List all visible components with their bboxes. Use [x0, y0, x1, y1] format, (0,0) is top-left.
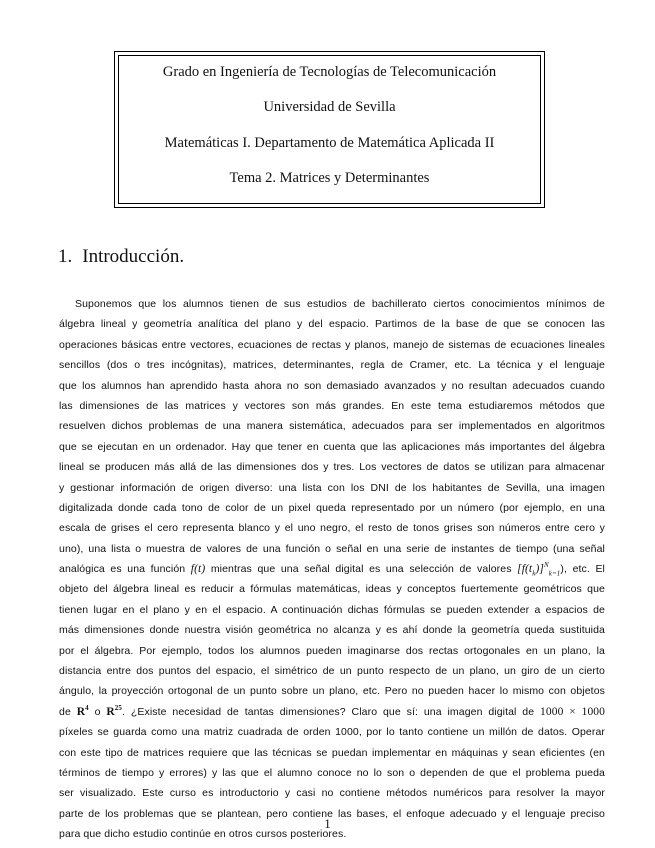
text-fragment: ), etc. El [560, 563, 605, 576]
text-fragment: de [59, 705, 71, 718]
math-sequence [517, 561, 561, 578]
text-line: que los alumnos han aprendido hasta ahora no son demasiado avanzados y no resultan adecuados cuando [59, 379, 605, 392]
text-line: resuelven dichos problemas de una manera sistemática, adecuados para ser implementados en algoritmos [59, 420, 605, 433]
section-number: 1. [58, 246, 73, 267]
math-space-r25 [106, 703, 122, 718]
text-line: objeto del álgebra lineal es reducir a fórmulas matemáticas, ideas y conceptos fuertemente geométricos que [59, 583, 605, 596]
section-heading [58, 246, 184, 268]
math-dimensions: 1000 × 1000 [540, 705, 605, 718]
math-subscript: k=1 [548, 569, 561, 578]
math-function-f [191, 563, 205, 575]
text-line: escala de grises el cero representa blanco y el uno negro, el resto de tonos grises son números entre cero y [59, 522, 605, 535]
title-box-inner-border [118, 55, 541, 204]
text-line: parte de los problemas que se plantean, pero contiene las bases, el enfoque adecuado y el lenguaje preciso [59, 807, 605, 820]
text-fragment: . ¿Existe necesidad de tantas dimensiones? Claro que sí: una imagen digital de [122, 705, 535, 718]
text-line: que se ejecutan en un ordenador. Hay que tener en cuenta que las aplicaciones más importantes del álgebra [59, 440, 605, 453]
text-line: distancia entre dos puntos del espacio, el simétrico de un punto respecto de un plano, un giro de un cierto [59, 665, 605, 678]
text-line: álgebra lineal y geometría analítica del plano y del espacio. Partimos de la base de que se conocen las [59, 318, 605, 331]
text-line: digitalizada donde cada tono de color de un pixel queda representado por un número (por ejemplo, en una [59, 501, 605, 514]
text-line: para que dicho estudio continúe en otros cursos posteriores. [59, 828, 347, 841]
section-title: Introducción. [82, 246, 185, 267]
text-line: píxeles se guarda como una matriz cuadrada de orden 1000, por lo tanto contiene un millón de datos. Operar [59, 726, 605, 739]
text-line: ángulo, la proyección ortogonal de un punto sobre un plano, etc. Pero no pueden hacer lo mismo con objetos [59, 685, 605, 698]
text-line: Suponemos que los alumnos tienen de sus estudios de bachillerato ciertos conocimientos mínimos de [75, 298, 605, 310]
degree-title: Grado en Ingeniería de Tecnologías de Telecomunicación [162, 64, 497, 80]
math-superscript: 4 [85, 703, 89, 712]
math-symbol: f [190, 563, 195, 576]
math-space-r4 [76, 703, 89, 718]
text-line: y gestionar información de origen diverso: una lista con los DNI de los habitantes de Sevilla, una imagen [59, 481, 605, 494]
math-symbol: )] [535, 563, 544, 576]
topic-title: Tema 2. Matrices y Determinantes [229, 170, 430, 186]
text-line-with-formula [59, 559, 605, 579]
text-line: ser visualizado. Este curso es introductorio y casi no contiene métodos numéricos para resolver la mayor [59, 787, 605, 800]
introduction-paragraph [59, 294, 605, 845]
text-line-with-formula [59, 702, 605, 722]
text-fragment: mientras que una señal digital es una selección de valores [210, 563, 512, 576]
text-line: tienen lugar en el plano y en el espacio. A continuación dichas fórmulas se pueden extender a espacios de [59, 603, 605, 616]
page-number: 1 [324, 816, 331, 831]
university-name: Universidad de Sevilla [263, 99, 396, 115]
math-superscript: N [543, 561, 549, 570]
math-symbol: R [106, 705, 115, 718]
text-fragment: analógica es una función [59, 563, 186, 576]
math-argument: (t) [194, 563, 206, 576]
math-symbol: R [76, 705, 86, 718]
text-line: más dimensiones donde nuestra visión geométrica no alcanza y es ahí donde la geometría queda sustituida [59, 624, 605, 637]
course-department: Matemáticas I. Departamento de Matemática Aplicada II [164, 135, 495, 151]
text-line: términos de tiempo y errores) y las que el alumno conoce no lo son o dependen de que el problema pueda [59, 766, 605, 779]
text-line: operaciones básicas entre vectores, ecuaciones de rectas y planos, manejo de sistemas de ecuaciones lineales [59, 338, 605, 351]
math-symbol: [f(t [517, 563, 533, 576]
title-box [114, 51, 545, 208]
text-fragment: o [94, 705, 101, 718]
text-line: por el álgebra. Por ejemplo, todos los alumnos pueden imaginarse dos rectas ortogonales en un plano, la [59, 644, 605, 657]
text-line: lineal se producen más allá de las dimensiones dos y tres. Los vectores de datos se utilizan para almacenar [59, 461, 605, 474]
text-line: las dimensiones de las matrices y vectores son más grandes. En este tema estudiaremos métodos que [59, 399, 605, 412]
text-line: uno), una lista o muestra de valores de una función o señal en una serie de instantes de tiempo (una señal [59, 542, 605, 555]
text-line: con este tipo de matrices requiere que las técnicas se puedan implementar en máquinas y sean eficientes (en [59, 746, 605, 759]
math-superscript: 25 [114, 703, 122, 712]
math-subscript: k [532, 569, 536, 578]
text-line: sencillos (dos o tres incógnitas), matrices, determinantes, regla de Cramer, etc. La técnica y el lenguaje [59, 359, 605, 372]
